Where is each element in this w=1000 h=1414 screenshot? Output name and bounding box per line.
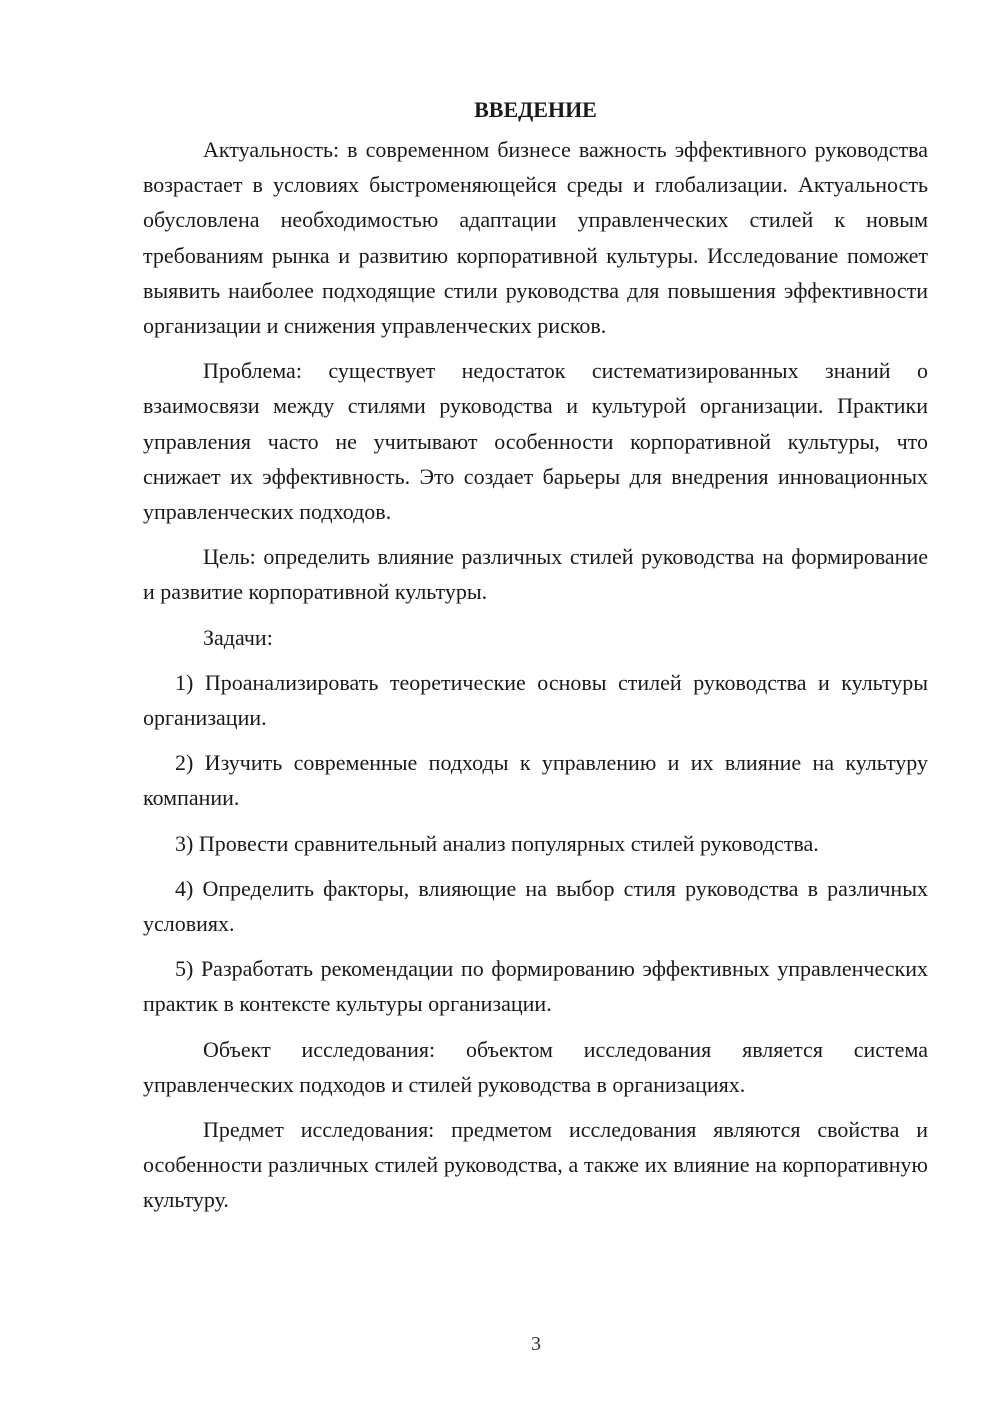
- list-item: 4) Определить факторы, влияющие на выбор стиля руководства в различных условиях.: [143, 875, 928, 937]
- paragraph-goal: Цель: определить влияние различных стилей руководства на формирование и развитие корпоративной культуры.: [143, 544, 928, 605]
- paragraph-subject: Предмет исследования: предметом исследования являются свойства и особенности различных стилей руководства, а также их влияние на корпоративную культуру.: [143, 1117, 928, 1213]
- list-item: 3) Провести сравнительный анализ популярных стилей руководства.: [175, 830, 819, 856]
- list-item: 5) Разработать рекомендации по формированию эффективных управленческих практик в контексте культуры организации.: [143, 956, 928, 1017]
- tasks-list: [143, 665, 928, 1022]
- tasks-label: Задачи:: [203, 624, 273, 650]
- paragraph-relevance: Актуальность: в современном бизнесе важность эффективного руководства возрастает в условиях быстроменяющейся среды и глобализации. Актуальность обусловлена необходимостью адаптации управленческих стилей к новым требованиям рынка и развитию корпоративной культуры. Исследование поможет выявить наиболее подходящие стили руководства для повышения эффективности организации и снижения управленческих рисков.: [143, 137, 928, 339]
- paragraph-object: Объект исследования: объектом исследования является система управленческих подходов и стилей руководства в организациях.: [143, 1036, 928, 1097]
- document-page: [143, 96, 928, 1228]
- list-item: 1) Проанализировать теоретические основы стилей руководства и культуры организации.: [143, 669, 928, 731]
- page-title: ВВЕДЕНИЕ: [474, 97, 597, 122]
- list-item: 2) Изучить современные подходы к управлению и их влияние на культуру компании.: [143, 750, 928, 811]
- page-number: 3: [531, 1333, 541, 1355]
- paragraph-problem: Проблема: существует недостаток систематизированных знаний о взаимосвязи между стилями руководства и культурой организации. Практики управления часто не учитывают особенности корпоративной культуры, что снижает их эффективность. Это создает барьеры для внедрения инновационных управленческих подходов.: [143, 358, 928, 525]
